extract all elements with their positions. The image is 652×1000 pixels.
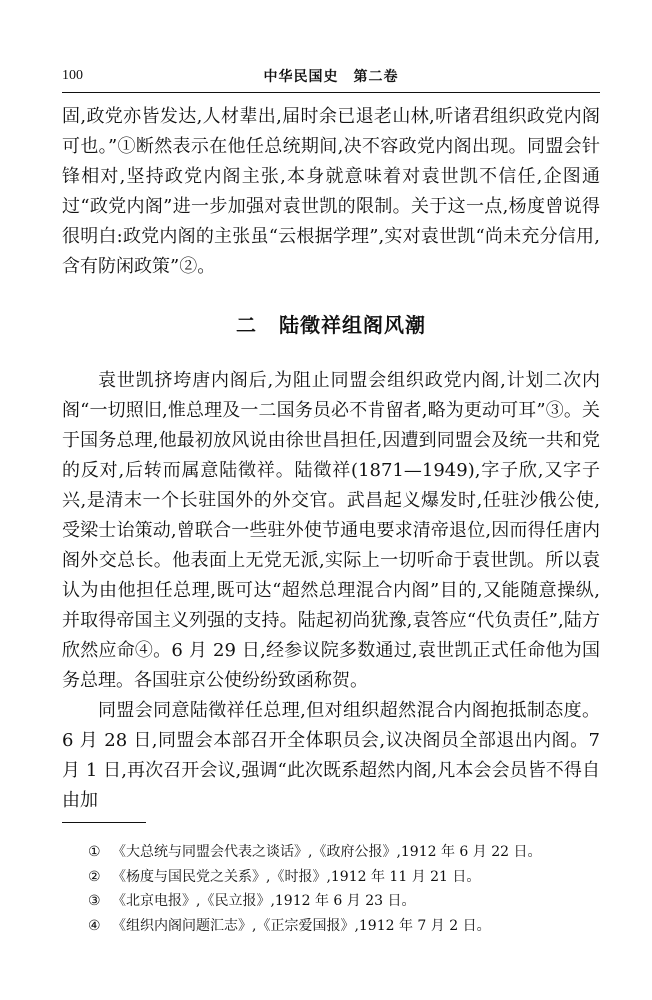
footnote-mark: ③ — [88, 893, 101, 909]
footnote-text: 《杨度与国民党之关系》,《时报》,1912 年 11 月 21 日。 — [112, 868, 481, 885]
paragraph-3: 同盟会同意陆徵祥任总理,但对组织超然混合内阁抱抵制态度。6 月 28 日,同盟会本部召开全体职员会,议决阁员全部退出内阁。7 月 1 日,再次召开会议,强调“此次既系超然内阁,凡本会会员皆不得自由加 — [62, 700, 600, 811]
running-title: 中华民国史 第二卷 — [263, 69, 399, 85]
footnote-item — [88, 914, 588, 939]
footnote-text: 《组织内阁问题汇志》,《正宗爱国报》,1912 年 7 月 2 日。 — [112, 917, 491, 934]
paragraph-continuation: 固,政党亦皆发达,人材辈出,届时余已退老山林,听诸君组织政党内阁可也。”①断然表示在他任总统期间,决不容政党内阁出现。同盟会针锋相对,坚持政党内阁主张,本身就意味着对袁世凯不信任,企图通过“政党内阁”进一步加强对袁世凯的限制。关于这一点,杨度曾说得很明白:政党内阁的主张虽“云根据学理”,实对袁世凯“尚未充分信用,含有防闲政策”②。 — [62, 106, 600, 277]
section-title: 陆徵祥组阁风潮 — [279, 313, 426, 337]
page-header — [62, 66, 600, 90]
section-heading — [62, 309, 600, 338]
page-number: 100 — [62, 68, 83, 83]
footnote-rule — [62, 822, 146, 823]
paragraph-2: 袁世凯挤垮唐内阁后,为阻止同盟会组织政党内阁,计划二次内阁“一切照旧,惟总理及一二国务员必不肯留者,略为更动可耳”③。关于国务总理,他最初放风说由徐世昌担任,因遭到同盟会及统一共和党的反对,后转而属意陆徵祥。陆徵祥(1871—1949),字子欣,又字子兴,是清末一个长驻国外的外交官。武昌起义爆发时,任驻沙俄公使,受梁士诒策动,曾联合一些驻外使节通电要求清帝退位,因而得任唐内阁外交总长。他表面上无党无派,实际上一切听命于袁世凯。所以袁认为由他担任总理,既可达“超然总理混合内阁”目的,又能随意操纵,并取得帝国主义列强的支持。陆起初尚犹豫,袁答应“代负责任”,陆方欣然应命④。6 月 29 日,经参议院多数通过,袁世凯正式任命他为国务总理。各国驻京公使纷纷致函称贺。 — [62, 370, 600, 691]
footnote-mark: ② — [88, 868, 101, 885]
footnote-item — [88, 889, 588, 914]
footnote-item — [88, 840, 588, 865]
footnote-item — [88, 865, 588, 890]
header-rule — [62, 92, 600, 93]
footnotes — [88, 840, 588, 938]
footnote-mark: ④ — [88, 917, 101, 934]
footnote-text: 《北京电报》,《民立报》,1912 年 6 月 23 日。 — [112, 893, 416, 909]
footnote-text: 《大总统与同盟会代表之谈话》,《政府公报》,1912 年 6 月 22 日。 — [112, 844, 542, 860]
section-number: 二 — [236, 313, 257, 337]
footnote-mark: ① — [88, 844, 101, 860]
